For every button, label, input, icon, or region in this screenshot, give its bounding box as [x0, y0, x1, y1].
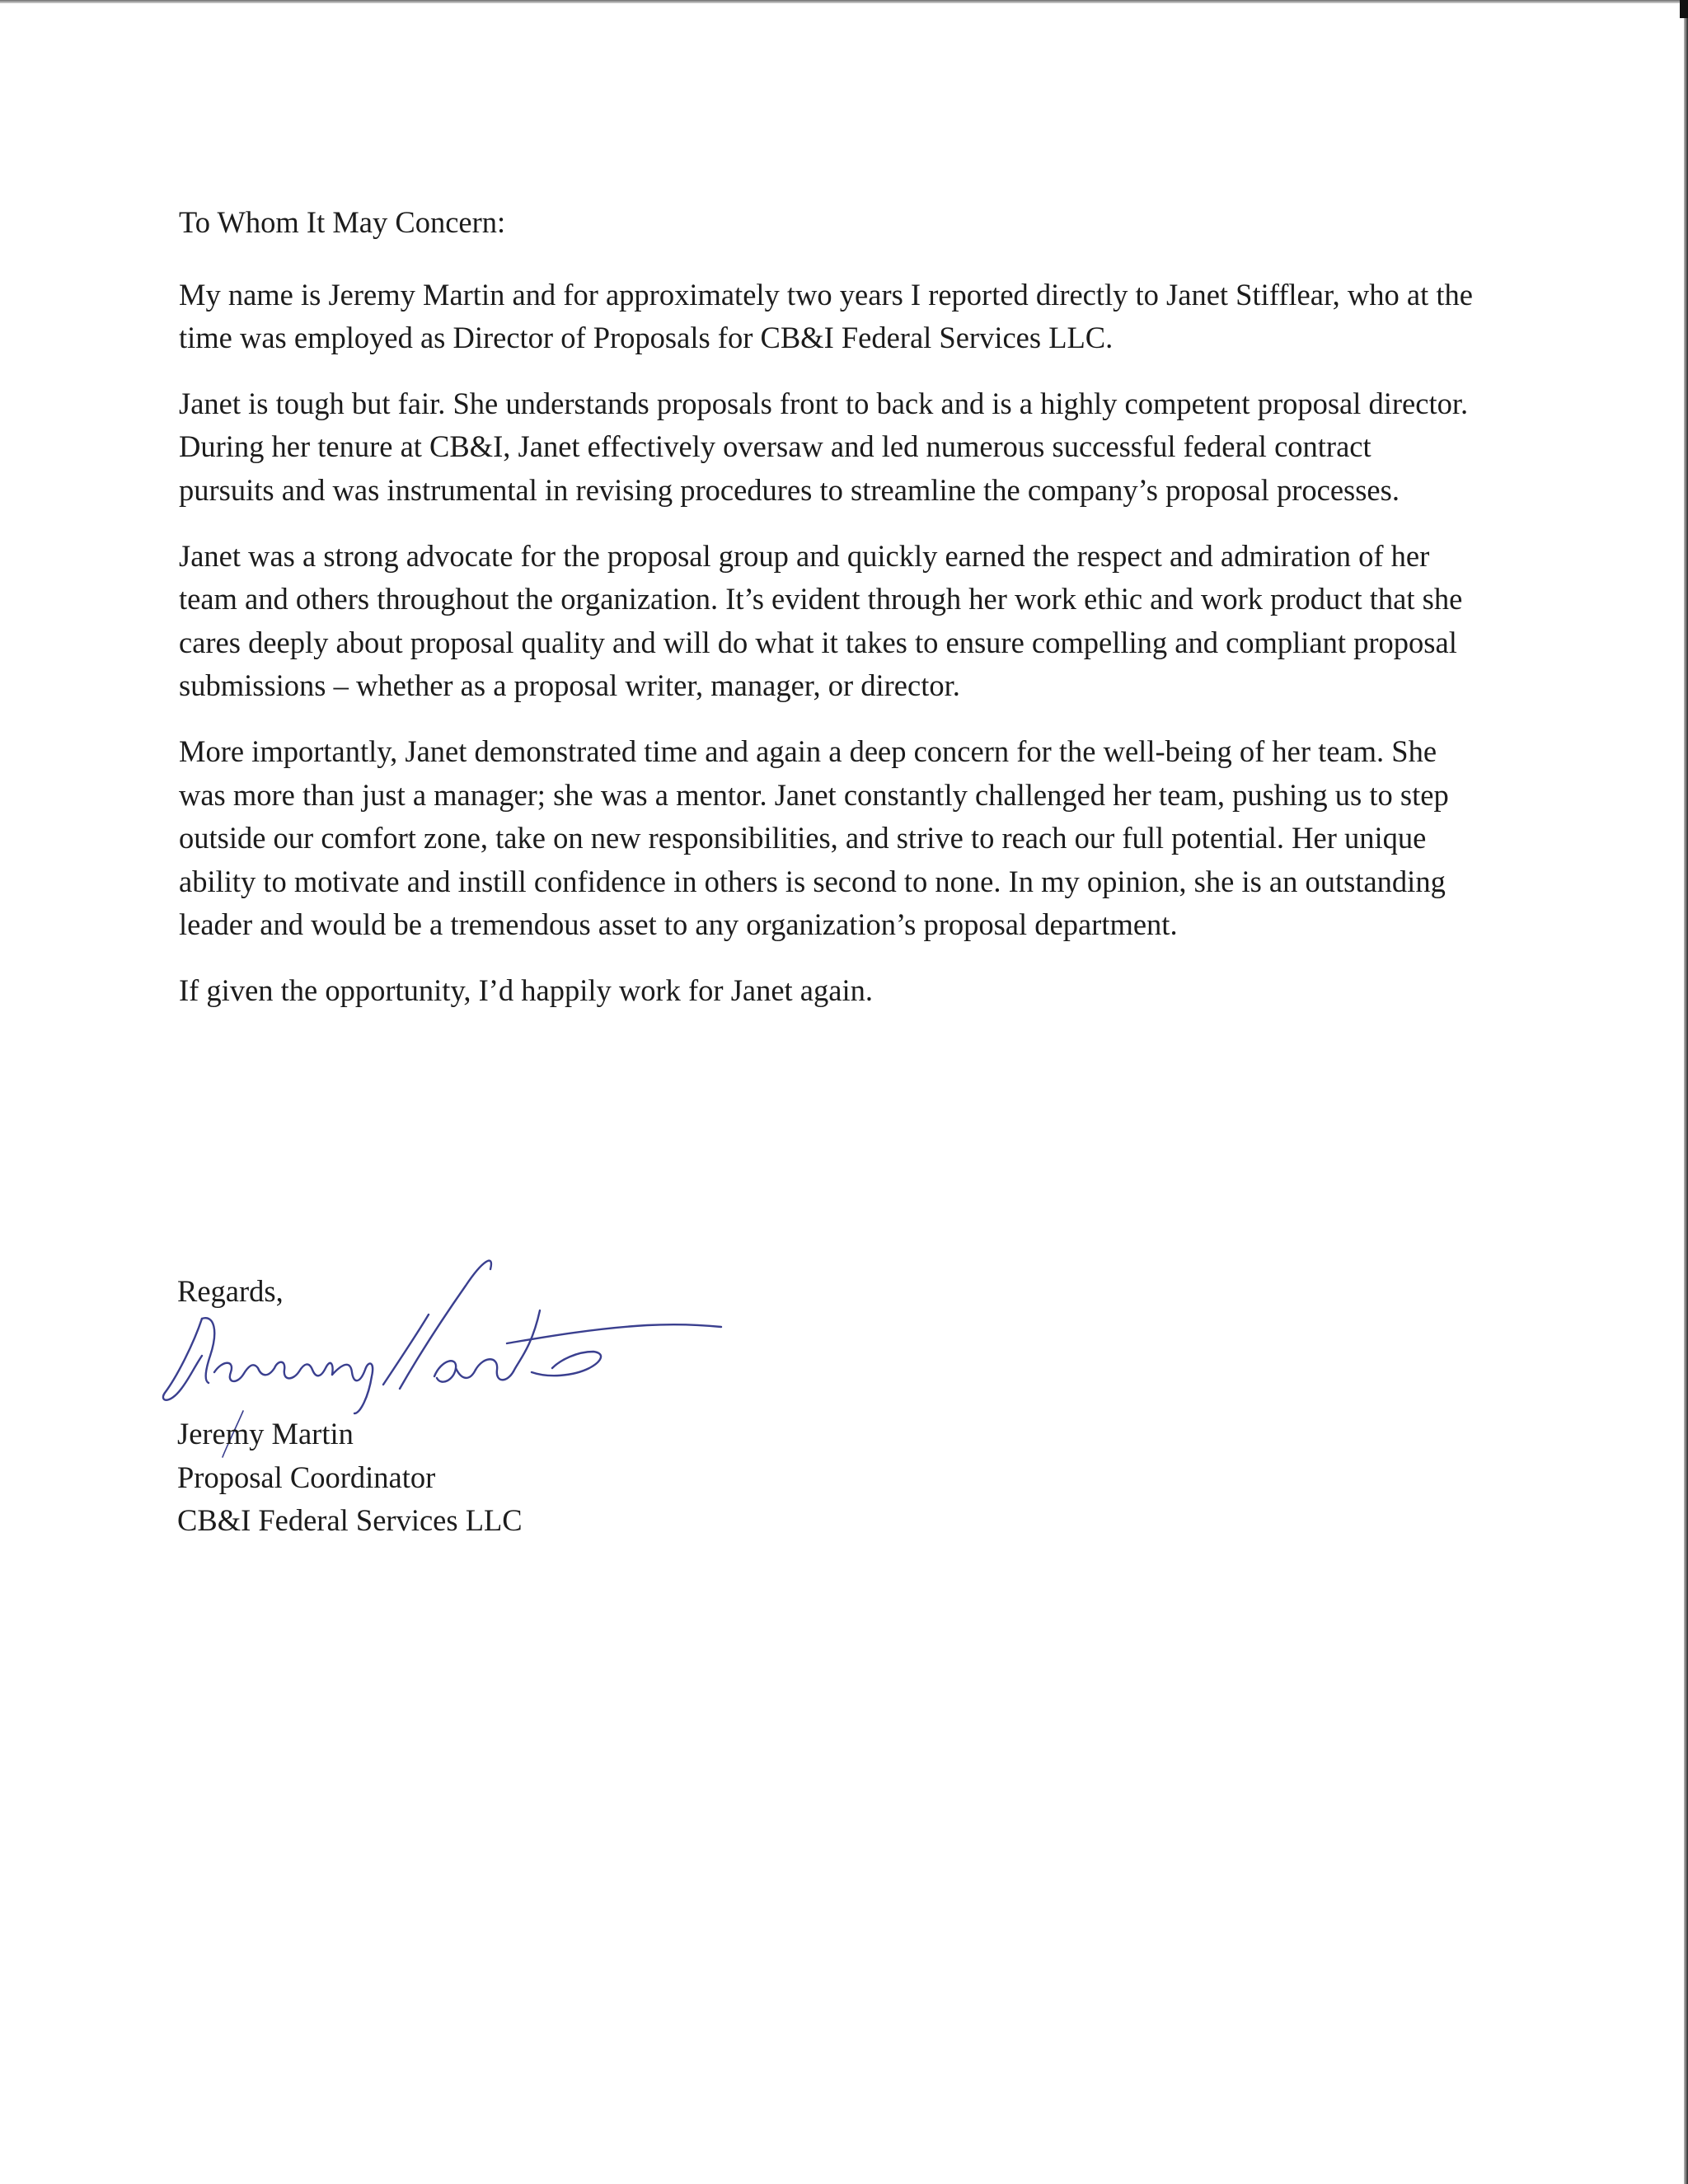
paragraph-recommendation: If given the opportunity, I’d happily work for Janet again. [179, 972, 873, 1007]
signer-title: Proposal Coordinator [177, 1460, 436, 1494]
signer-company: CB&I Federal Services LLC [177, 1503, 523, 1538]
paragraph-mentorship: More importantly, Janet demonstrated time and again a deep concern for the well-being of her team. She was more than just a manager; she was a mentor. Janet constantly challenged her team, pushing us to step outside our comfort zone, take on new responsibilities, and strive to reach our full potential. Her unique ability to motivate and instill confidence in others is second to none. In my opinion, she is an outstanding leader and would be a tremendous asset to any organization’s proposal department. [179, 733, 1449, 942]
paragraph-introduction: My name is Jeremy Martin and for approximately two years I reported directly to Janet Stifflear, who at the time was employed as Director of Proposals for CB&I Federal Services LLC. [179, 277, 1473, 355]
closing: Regards, [177, 1274, 284, 1308]
scan-right-edge [1684, 0, 1688, 2184]
signature-block [177, 1413, 523, 1543]
paragraph-competence: Janet is tough but fair. She understands proposals front to back and is a highly competent proposal director. During her tenure at CB&I, Janet effectively oversaw and led numerous successful federal contract pursuits and was instrumental in revising procedures to streamline the company’s proposal processes. [179, 386, 1469, 507]
salutation: To Whom It May Concern: [179, 205, 506, 239]
paragraph-advocacy: Janet was a strong advocate for the proposal group and quickly earned the respect and admiration of her team and others throughout the organization. It’s evident through her work ethic and work product that she cares deeply about proposal quality and will do what it takes to ensure compelling and compliant proposal submissions – whether as a proposal writer, manager, or director. [179, 538, 1463, 703]
scan-corner-mark [1680, 0, 1688, 18]
scan-top-edge [0, 0, 1688, 3]
signer-name: Jeremy Martin [177, 1417, 354, 1451]
letter-body [179, 201, 1473, 1035]
